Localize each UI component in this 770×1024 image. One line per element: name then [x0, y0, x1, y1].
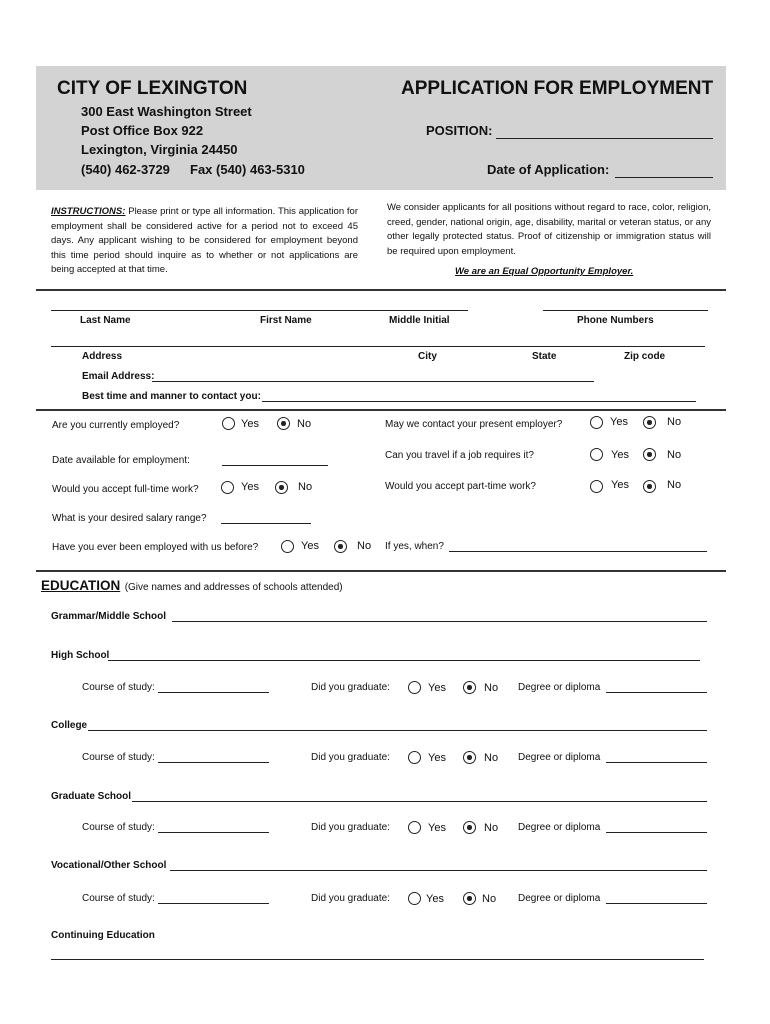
college-degree-field[interactable] — [606, 762, 707, 763]
education-subheading: (Give names and addresses of schools attended) — [124, 582, 343, 593]
degree-label: Degree or diploma — [518, 822, 601, 833]
form-title: APPLICATION FOR EMPLOYMENT — [401, 78, 714, 99]
college-field[interactable] — [88, 730, 707, 731]
address-line-3: Lexington, Virginia 24450 — [81, 142, 238, 157]
employed-before-label: Have you ever been employed with us before? — [52, 542, 259, 553]
yes-label: Yes — [610, 416, 628, 428]
currently-employed-label: Are you currently employed? — [52, 420, 180, 431]
date-available-field[interactable] — [222, 465, 328, 466]
no-label: No — [667, 479, 682, 491]
degree-label: Degree or diploma — [518, 752, 601, 763]
eeo-text: We consider applicants for all positions without regard to race, color, religion, creed, gender, national origin, age, disability, marital or veteran status, or any other legally protected status. Proof of citizenship or immigration status will be required upon employment. — [387, 202, 711, 257]
vocational-degree-field[interactable] — [606, 903, 707, 904]
fax-number: Fax (540) 463-5310 — [190, 162, 305, 177]
full-time-label: Would you accept full-time work? — [52, 484, 199, 495]
email-label: Email Address: — [82, 371, 155, 382]
course-of-study-label: Course of study: — [82, 893, 155, 904]
best-time-field[interactable] — [262, 401, 696, 402]
high-school-course-field[interactable] — [158, 692, 269, 693]
yes-label: Yes — [428, 682, 446, 694]
salary-label: What is your desired salary range? — [52, 513, 207, 524]
address-label: Address — [82, 351, 123, 362]
no-label: No — [484, 752, 499, 764]
high-school-graduate-yes-radio[interactable] — [408, 681, 421, 694]
continuing-education-label: Continuing Education — [51, 930, 155, 941]
state-label: State — [532, 351, 557, 362]
yes-label: Yes — [611, 479, 629, 491]
zip-label: Zip code — [624, 351, 666, 362]
yes-label: Yes — [301, 540, 319, 552]
contact-employer-yes-radio[interactable] — [590, 416, 603, 429]
yes-label: Yes — [428, 822, 446, 834]
eeo-statement: We are an Equal Opportunity Employer. — [455, 266, 634, 277]
did-graduate-label: Did you graduate: — [311, 893, 390, 904]
yes-label: Yes — [428, 752, 446, 764]
part-time-label: Would you accept part-time work? — [385, 481, 536, 492]
address-field[interactable] — [51, 346, 705, 347]
high-school-label: High School — [51, 650, 110, 661]
graduate-degree-field[interactable] — [606, 832, 707, 833]
yes-label: Yes — [611, 449, 629, 461]
no-label: No — [482, 893, 497, 905]
phone-number: (540) 462-3729 — [81, 162, 170, 177]
city-title: CITY OF LEXINGTON — [57, 78, 248, 99]
section-divider — [36, 289, 726, 291]
currently-employed-yes-radio[interactable] — [222, 417, 235, 430]
instructions-block — [51, 205, 358, 278]
graduate-course-field[interactable] — [158, 832, 269, 833]
phone-numbers-label: Phone Numbers — [577, 315, 654, 326]
graduate-school-label: Graduate School — [51, 791, 132, 802]
yes-label: Yes — [241, 481, 259, 493]
graduate-school-field[interactable] — [132, 801, 707, 802]
first-name-label: First Name — [260, 315, 312, 326]
full-time-yes-radio[interactable] — [221, 481, 234, 494]
date-available-label: Date available for employment: — [52, 455, 190, 466]
email-field[interactable] — [152, 381, 594, 382]
college-graduate-yes-radio[interactable] — [408, 751, 421, 764]
travel-yes-radio[interactable] — [590, 448, 603, 461]
did-graduate-label: Did you graduate: — [311, 822, 390, 833]
name-field[interactable] — [51, 310, 468, 311]
position-label: POSITION: — [426, 123, 493, 138]
course-of-study-label: Course of study: — [82, 752, 155, 763]
continuing-education-field[interactable] — [51, 959, 704, 960]
course-of-study-label: Course of study: — [82, 682, 155, 693]
high-school-graduate-no-radio[interactable] — [463, 681, 476, 694]
instructions-heading: INSTRUCTIONS: — [51, 206, 126, 217]
date-of-application-label: Date of Application: — [487, 162, 610, 177]
grammar-school-label: Grammar/Middle School — [51, 611, 167, 622]
no-label: No — [667, 449, 682, 461]
currently-employed-no-radio[interactable] — [277, 417, 290, 430]
instructions-text: Please print or type all information. This application for employment shall be considered active for a period not to exceed 45 days. Any applicant wishing to be considered for employment beyond this time period should inquire as to whether or not applications are being accepted at that time. — [51, 206, 359, 275]
employed-before-yes-radio[interactable] — [281, 540, 294, 553]
no-label: No — [667, 416, 682, 428]
travel-label: Can you travel if a job requires it? — [385, 450, 534, 461]
best-time-label: Best time and manner to contact you: — [82, 391, 261, 402]
part-time-yes-radio[interactable] — [590, 480, 603, 493]
employed-before-no-radio[interactable] — [334, 540, 347, 553]
college-label: College — [51, 720, 88, 731]
no-label: No — [298, 481, 313, 493]
no-label: No — [357, 540, 372, 552]
course-of-study-label: Course of study: — [82, 822, 155, 833]
salary-field[interactable] — [221, 523, 311, 524]
if-yes-when-field[interactable] — [449, 551, 707, 552]
contact-employer-no-radio[interactable] — [643, 416, 656, 429]
college-course-field[interactable] — [158, 762, 269, 763]
middle-initial-label: Middle Initial — [389, 315, 450, 326]
high-school-degree-field[interactable] — [606, 692, 707, 693]
phone-field[interactable] — [543, 310, 708, 311]
no-label: No — [484, 822, 499, 834]
grammar-school-field[interactable] — [172, 621, 707, 622]
position-field[interactable] — [496, 138, 713, 139]
graduate-school-graduate-yes-radio[interactable] — [408, 821, 421, 834]
degree-label: Degree or diploma — [518, 893, 601, 904]
vocational-course-field[interactable] — [158, 903, 269, 904]
travel-no-radio[interactable] — [643, 448, 656, 461]
address-line-1: 300 East Washington Street — [81, 104, 252, 119]
full-time-no-radio[interactable] — [275, 481, 288, 494]
college-graduate-no-radio[interactable] — [463, 751, 476, 764]
city-label: City — [418, 351, 437, 362]
section-divider — [36, 570, 726, 572]
degree-label: Degree or diploma — [518, 682, 601, 693]
last-name-label: Last Name — [80, 315, 131, 326]
contact-employer-label: May we contact your present employer? — [385, 419, 563, 430]
vocational-graduate-yes-radio[interactable] — [408, 892, 421, 905]
vocational-graduate-no-radio[interactable] — [463, 892, 476, 905]
part-time-no-radio[interactable] — [643, 480, 656, 493]
high-school-field[interactable] — [108, 660, 700, 661]
form-header — [36, 66, 726, 190]
section-divider — [36, 409, 726, 411]
yes-label: Yes — [241, 418, 259, 430]
address-line-2: Post Office Box 922 — [81, 123, 204, 138]
graduate-school-graduate-no-radio[interactable] — [463, 821, 476, 834]
did-graduate-label: Did you graduate: — [311, 752, 390, 763]
if-yes-when-label: If yes, when? — [385, 541, 444, 552]
date-of-application-field[interactable] — [615, 177, 713, 178]
did-graduate-label: Did you graduate: — [311, 682, 390, 693]
education-header — [41, 577, 343, 595]
vocational-school-field[interactable] — [170, 870, 707, 871]
no-label: No — [484, 682, 499, 694]
yes-label: Yes — [426, 893, 444, 905]
education-heading: EDUCATION — [41, 578, 121, 593]
vocational-school-label: Vocational/Other School — [51, 860, 167, 871]
no-label: No — [297, 418, 312, 430]
